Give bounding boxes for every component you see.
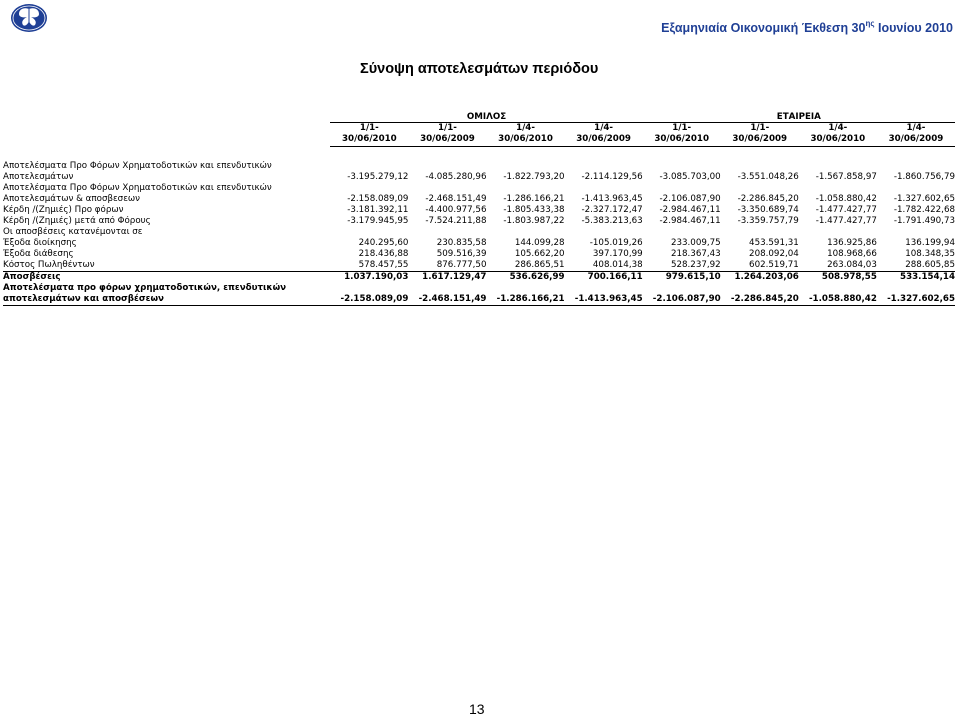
period-end: 30/06/2009 [576, 134, 631, 144]
group-header-group: ΟΜΙΛΟΣ [330, 110, 642, 123]
value-cell: 509.516,39 [436, 249, 487, 259]
value-cell: 230.835,58 [436, 238, 487, 248]
period-start: 1/4- [516, 123, 535, 133]
company-logo [10, 3, 48, 33]
table-row [3, 272, 955, 284]
value-cell: 508.978,55 [799, 272, 877, 284]
period-header [486, 123, 564, 147]
value-cell: -2.106.087,90 [659, 194, 721, 204]
period-start: 1/1- [438, 123, 457, 133]
period-end: 30/06/2010 [342, 134, 397, 144]
row-label-line1: Αποτελέσματα Προ Φόρων Χρηματοδοτικών και επενδυτικών [3, 183, 272, 193]
section-title: Σύνοψη αποτελεσμάτων περιόδου [360, 61, 599, 77]
row-label [3, 183, 330, 205]
value-cell: 240.295,60 [358, 238, 409, 248]
value-cell [721, 227, 799, 238]
value-cell [330, 227, 408, 238]
value-cell: -1.822.793,20 [503, 172, 565, 182]
value-cell: -2.106.087,90 [643, 283, 721, 306]
value-cell: -2.468.151,49 [425, 194, 487, 204]
butterfly-logo-icon [10, 3, 48, 33]
page-number: 13 [469, 701, 485, 717]
period-header [721, 123, 799, 147]
value-cell: -2.984.467,11 [659, 216, 721, 226]
value-cell: -2.286.845,20 [737, 194, 799, 204]
value-cell: 136.925,86 [827, 238, 877, 248]
value-cell: -3.085.703,00 [659, 172, 721, 182]
value-cell: 208.092,04 [749, 249, 799, 259]
value-cell: 218.436,88 [358, 249, 409, 259]
period-end: 30/06/2009 [888, 134, 944, 144]
value-cell: 408.014,38 [592, 260, 643, 270]
value-cell: 108.348,35 [905, 249, 955, 259]
value-cell: -2.158.089,09 [330, 283, 408, 306]
table-row [3, 283, 955, 306]
value-cell [486, 227, 564, 238]
value-cell: 144.099,28 [514, 238, 565, 248]
value-cell: 453.591,31 [749, 238, 799, 248]
value-cell: -1.058.880,42 [815, 194, 877, 204]
row-label-line1: Κέρδη /(Ζημιές) μετά από Φόρους [3, 216, 151, 226]
group-header-blank [3, 110, 330, 123]
value-cell [643, 227, 721, 238]
value-cell [408, 227, 486, 238]
report-header-title-end: Ιουνίου 2010 [874, 21, 953, 36]
group-header-company: ΕΤΑΙΡΕΙΑ [643, 110, 955, 123]
period-end: 30/06/2010 [654, 134, 710, 144]
value-cell: -3.195.279,12 [347, 172, 409, 182]
value-cell: -1.803.987,22 [503, 216, 565, 226]
period-header [330, 123, 408, 147]
value-cell: 1.617.129,47 [408, 272, 486, 284]
value-cell: -105.019,26 [589, 238, 643, 248]
value-cell: -2.984.467,11 [659, 205, 721, 215]
value-cell: 533.154,14 [877, 272, 955, 284]
row-label-line1: Αποσβέσεις [3, 272, 61, 282]
table-row [3, 161, 955, 183]
value-cell: 578.457,55 [358, 260, 409, 270]
value-cell: -1.782.422,68 [893, 205, 955, 215]
row-label [3, 283, 330, 306]
period-header [565, 123, 643, 147]
row-label [3, 260, 330, 272]
table-row [3, 216, 955, 227]
value-cell: -1.805.433,38 [503, 205, 565, 215]
value-cell: 288.605,85 [905, 260, 955, 270]
row-label-line2: αποτελεσμάτων και αποσβέσεων [3, 294, 164, 304]
period-start: 1/1- [359, 123, 379, 133]
value-cell: -1.860.756,79 [893, 172, 955, 182]
value-cell: -7.524.211,88 [425, 216, 487, 226]
table-row [3, 260, 955, 272]
report-header-title-main: Εξαμηνιαία Οικονομική Έκθεση 30 [661, 21, 866, 36]
period-start: 1/1- [750, 123, 770, 133]
period-header [877, 123, 955, 147]
value-cell: 602.519,71 [749, 260, 799, 270]
value-cell: -2.114.129,56 [581, 172, 643, 182]
spacer-cell [3, 147, 955, 162]
row-label-line2: Αποτελεσμάτων & αποσβεσεων [3, 194, 141, 204]
value-cell: 1.264.203,06 [721, 272, 799, 284]
value-cell: -2.286.845,20 [721, 283, 799, 306]
table-row [3, 205, 955, 216]
period-header [408, 123, 486, 147]
value-cell: -1.327.602,65 [893, 194, 955, 204]
table-row [3, 238, 955, 249]
value-cell: 108.968,66 [827, 249, 877, 259]
spacer-row [3, 147, 955, 162]
period-end: 30/06/2010 [498, 134, 553, 144]
row-label [3, 216, 330, 227]
table-row [3, 227, 955, 238]
table-row [3, 249, 955, 260]
row-label-line1: Έξοδα διοίκησης [3, 238, 77, 248]
row-label-line1: Αποτελέσματα προ φόρων χρηματοδοτικών, επενδυτικών [3, 283, 287, 293]
period-start: 1/4- [594, 123, 614, 133]
value-cell: -1.413.963,45 [565, 283, 643, 306]
value-cell: -1.477.427,77 [815, 216, 877, 226]
value-cell: 700.166,11 [565, 272, 643, 284]
row-label-line2: Αποτελεσμάτων [3, 172, 74, 182]
report-header-title [661, 20, 953, 35]
value-cell: 1.037.190,03 [330, 272, 408, 284]
value-cell: 979.615,10 [643, 272, 721, 284]
value-cell: -1.477.427,77 [815, 205, 877, 215]
row-label [3, 205, 330, 216]
value-cell [799, 227, 877, 238]
period-end: 30/06/2010 [810, 134, 866, 144]
row-label-line1: Αποτελέσματα Προ Φόρων Χρηματοδοτικών και επενδυτικών [3, 161, 272, 171]
value-cell: -2.468.151,49 [408, 283, 486, 306]
value-cell: -1.058.880,42 [799, 283, 877, 306]
value-cell: 218.367,43 [670, 249, 721, 259]
row-label [3, 272, 330, 284]
row-label-line1: Οι αποσβέσεις κατανέμονται σε [3, 227, 143, 237]
value-cell: 136.199,94 [905, 238, 955, 248]
value-cell: -4.085.280,96 [425, 172, 487, 182]
row-label [3, 238, 330, 249]
value-cell: 528.237,92 [670, 260, 721, 270]
value-cell: -2.327.172,47 [581, 205, 643, 215]
value-cell: -1.327.602,65 [877, 283, 955, 306]
period-start: 1/1- [672, 123, 692, 133]
row-label-line1: Έξοδα διάθεσης [3, 249, 74, 259]
value-cell: -1.567.858,97 [815, 172, 877, 182]
period-start: 1/4- [828, 123, 848, 133]
value-cell: -3.179.945,95 [347, 216, 409, 226]
period-end: 30/06/2009 [420, 134, 475, 144]
row-label-line1: Κόστος Πωληθέντων [3, 260, 95, 270]
value-cell: -1.286.166,21 [486, 283, 564, 306]
value-cell: -3.551.048,26 [737, 172, 799, 182]
results-summary-table [3, 110, 955, 306]
period-header-row [3, 123, 955, 147]
value-cell: 263.084,03 [827, 260, 877, 270]
report-header-title-superscript: ης [865, 19, 875, 28]
value-cell: 105.662,20 [514, 249, 565, 259]
value-cell: -5.383.213,63 [581, 216, 643, 226]
period-header [799, 123, 877, 147]
value-cell: 876.777,50 [436, 260, 487, 270]
value-cell: -3.359.757,79 [737, 216, 799, 226]
row-label-line1: Κέρδη /(Ζημιές) Προ φόρων [3, 205, 124, 215]
value-cell: -1.413.963,45 [581, 194, 643, 204]
value-cell: 286.865,51 [514, 260, 565, 270]
value-cell: 233.009,75 [670, 238, 721, 248]
value-cell [565, 227, 643, 238]
value-cell: -3.181.392,11 [347, 205, 409, 215]
row-label [3, 161, 330, 183]
value-cell: -2.158.089,09 [347, 194, 409, 204]
period-end: 30/06/2009 [732, 134, 788, 144]
row-label [3, 249, 330, 260]
value-cell: -1.286.166,21 [503, 194, 565, 204]
value-cell: 536.626,99 [486, 272, 564, 284]
value-cell: -3.350.689,74 [737, 205, 799, 215]
value-cell: 397.170,99 [592, 249, 643, 259]
group-header-row [3, 110, 955, 123]
table-row [3, 183, 955, 205]
period-header [643, 123, 721, 147]
period-start: 1/4- [906, 123, 926, 133]
value-cell: -4.400.977,56 [425, 205, 487, 215]
value-cell [877, 227, 955, 238]
value-cell: -1.791.490,73 [893, 216, 955, 226]
row-label [3, 227, 330, 238]
period-header-blank [3, 123, 330, 147]
